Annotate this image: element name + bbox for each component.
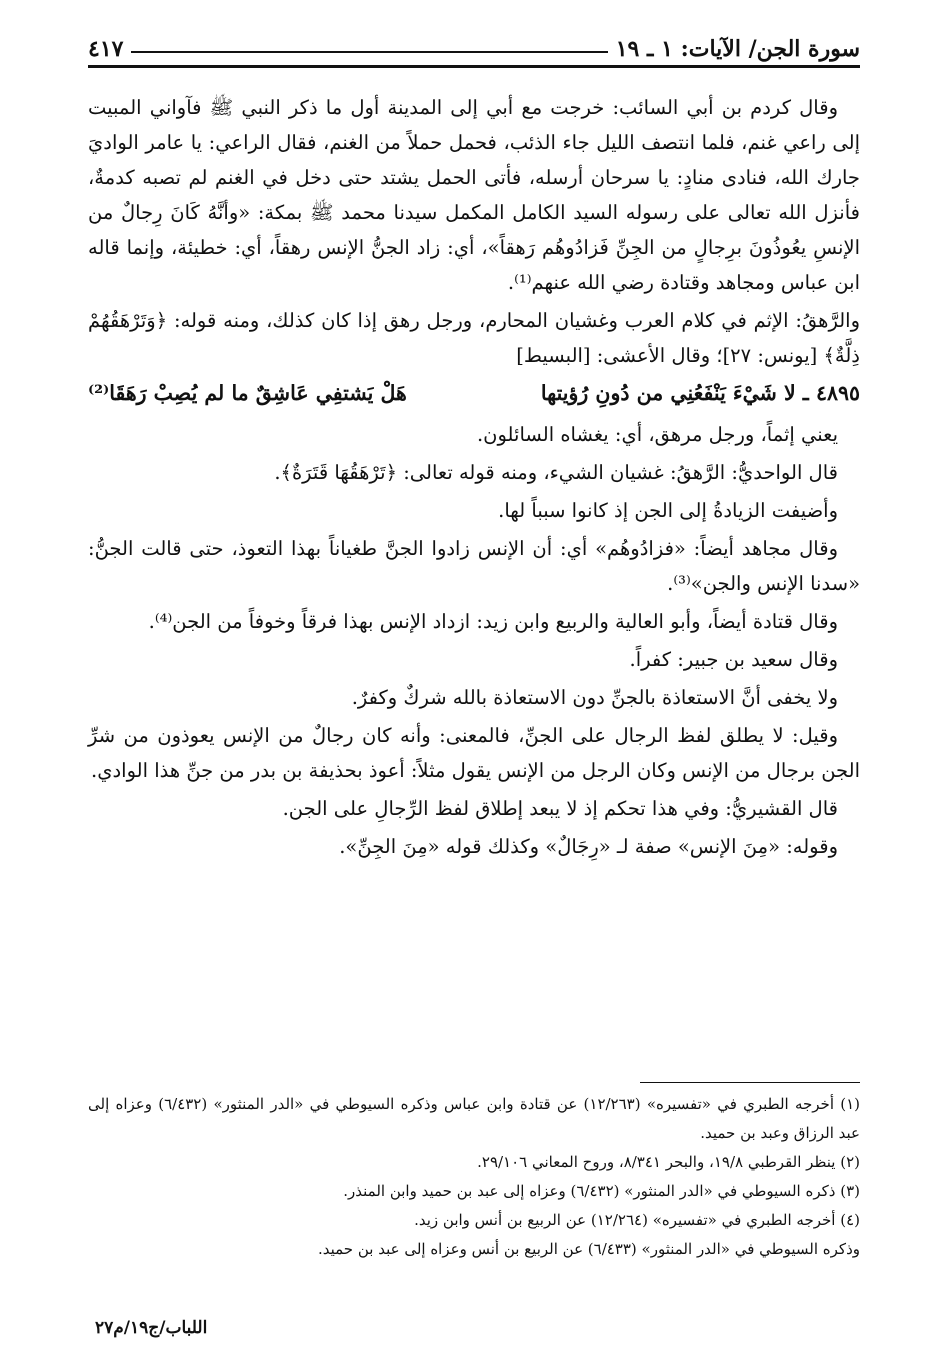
footnote: (٤) أخرجه الطبري في «تفسيره» (١٢/٢٦٤) عن الربيع بن أنس وابن زيد. xyxy=(414,1211,860,1229)
paragraph: وقال سعيد بن جبير: كفراً. xyxy=(629,648,838,671)
paragraph: قال الواحديُّ: الرَّهقُ: غشيان الشيء، ومنه قوله تعالى: ﴿تَرْهَقُهَا قَتَرَةٌ﴾. xyxy=(274,461,838,484)
paragraph: قال القشيريُّ: وفي هذا تحكم إذ لا يبعد إطلاق لفظ الرِّجالِ على الجن. xyxy=(282,797,838,820)
page-number: ٤١٧ xyxy=(88,36,124,62)
book-signature: اللباب/ج١٩/م٢٧ xyxy=(95,1318,208,1338)
paragraph: وقال قتادة أيضاً، وأبو العالية والربيع وابن زيد: ازداد الإنس بهذا فرقاً وخوفاً من الجن⁽⁴⁾. xyxy=(148,610,838,633)
paragraph: وأضيفت الزيادةُ إلى الجن إذ كانوا سبباً لها. xyxy=(498,499,838,522)
footnote-separator xyxy=(640,1082,860,1083)
footnotes xyxy=(88,1090,860,1264)
paragraph: يعني إثماً، ورجل مرهق، أي: يغشاه السائلون. xyxy=(476,423,838,446)
footnote: (٢) ينظر القرطبي ١٩/٨، والبحر ٨/٣٤١، وروح المعاني ٢٩/١٠٦. xyxy=(477,1153,860,1171)
poem-second-hemistich: هَلْ يَشتفِي عَاشِقٌ ما لم يُصِبْ رَهَقَا⁽²⁾ xyxy=(88,381,407,405)
paragraph: وقوله: «مِنَ الإنس» صفة لـ «رِجَالٌ» وكذلك قوله «مِنَ الجِنِّ». xyxy=(339,835,838,858)
footnote: (٣) ذكره السيوطي في «الدر المنثور» (٦/٤٣٢) وعزاه إلى عبد بن حميد وابن المنذر. xyxy=(343,1182,860,1200)
surah-title: سورة الجن/ الآيات: ١ ـ ١٩ xyxy=(615,36,860,62)
page-header xyxy=(88,22,860,62)
main-text xyxy=(88,90,860,867)
poem-first-hemistich: ٤٨٩٥ ـ لا شَيْءَ يَنْفَعُنِي من دُونِ رُؤيتها xyxy=(540,381,860,405)
header-rule xyxy=(88,65,860,68)
paragraph: وقيل: لا يطلق لفظ الرجال على الجنِّ، فالمعنى: وأنه كان رجالٌ من الإنس يعوذون من شرِّ الجن برجال من الإنس وكان الرجل من الإنس يقول مثلاً: أعوذ بحذيفة بن بدر من جنِّ هذا الوادي. xyxy=(88,724,860,782)
paragraph: وقال مجاهد أيضاً: «فزادُوهُم» أي: أن الإنس زادوا الجنَّ طغياناً بهذا التعوذ، حتى قالت الجنُّ: «سدنا الإنس والجن»⁽³⁾. xyxy=(88,537,860,595)
poem-verse xyxy=(88,376,860,411)
paragraph: ولا يخفى أنَّ الاستعاذة بالجنِّ دون الاستعاذة بالله شركٌ وكفرٌ. xyxy=(351,686,838,709)
paragraph: وقال كردم بن أبي السائب: خرجت مع أبي إلى المدينة أول ما ذكر النبي ﷺ فآواني المبيت إلى راعي غنم، فلما انتصف الليل جاء الذئب، فحمل حملاً من الغنم، فقال الراعي: يا عامر الواديَ جارك الله، فنادى منادٍ: يا سرحان أرسله، فأتى الحمل يشتد حتى دخل في الغنم لم تصبه كدمةٌ، فأنزل الله تعالى على رسوله السيد الكامل المكمل سيدنا محمد ﷺ بمكة: «وأنَّهُ كَانَ رِجالٌ من الإنسِ يعُوذُونَ برِجالٍ من الجِنِّ فَزادُوهُم رَهقاً»، أي: زاد الجنُّ الإنس رهقاً، أي: خطيئة، وإنما قاله ابن عباس ومجاهد وقتادة رضي الله عنهم⁽¹⁾. xyxy=(88,96,860,294)
paragraph: والرَّهقُ: الإثم في كلام العرب وغشيان المحارم، ورجل رهق إذا كان كذلك، ومنه قوله: ﴿وَتَرْهَقُهُمْ ذِلَّةٌ﴾ [يونس: ٢٧]؛ وقال الأعشى: [البسيط] xyxy=(88,309,860,367)
header-dash-line xyxy=(131,51,607,53)
footnote: وذكره السيوطي في «الدر المنثور» (٦/٤٣٣) عن الربيع بن أنس وعزاه إلى عبد بن حميد. xyxy=(317,1240,860,1258)
footnote: (١) أخرجه الطبري في «تفسيره» (١٢/٢٦٣) عن قتادة وابن عباس وذكره السيوطي في «الدر المنثور» (٦/٤٣٢) وعزاه إلى عبد الرزاق وعبد بن حميد. xyxy=(88,1095,861,1142)
